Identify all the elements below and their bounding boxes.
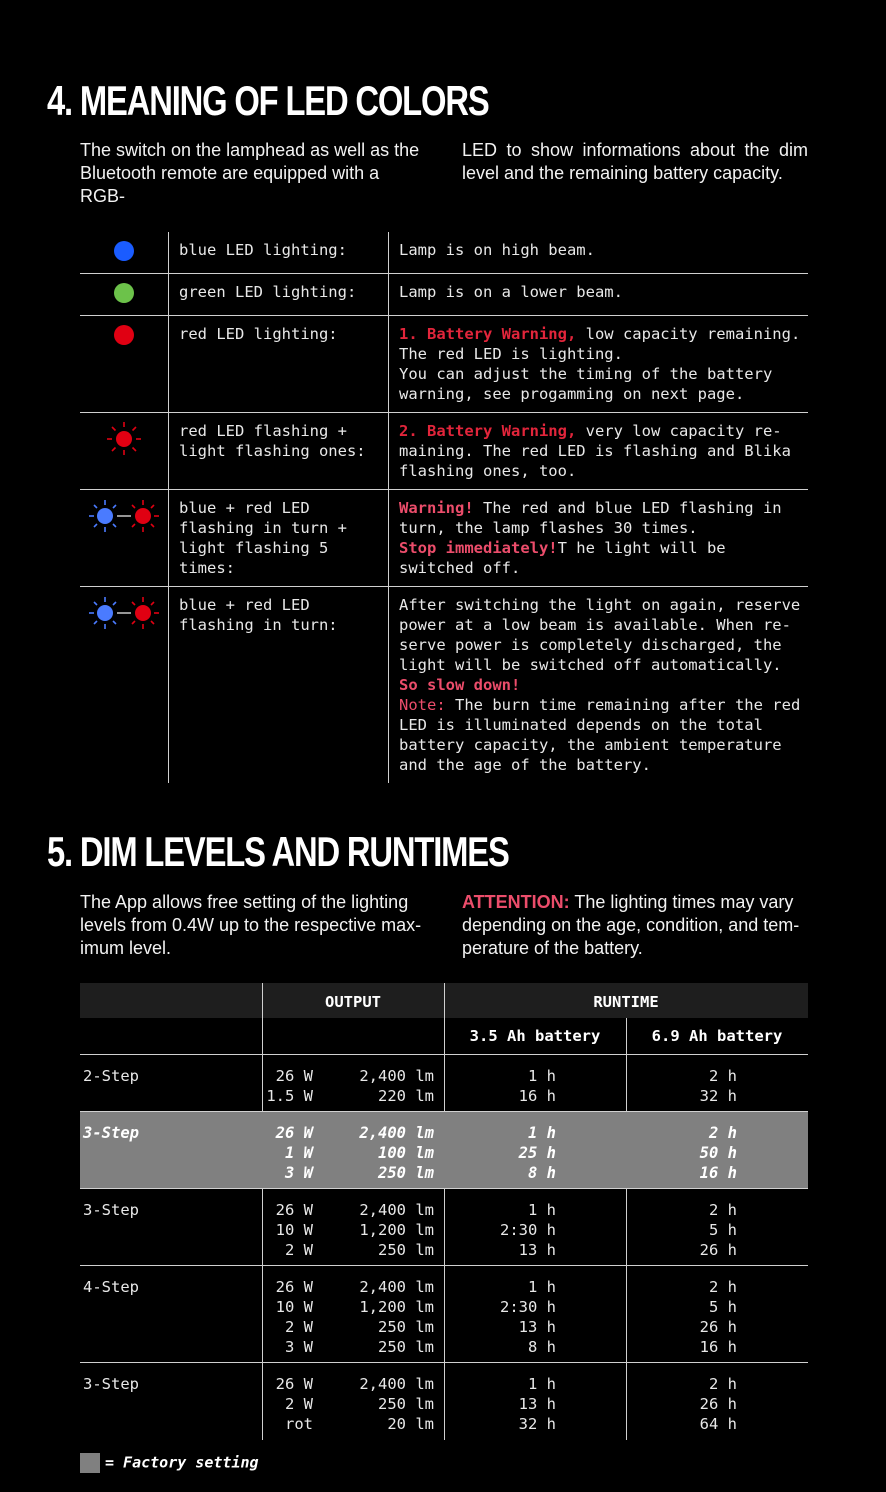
attention-label: ATTENTION: (462, 892, 570, 912)
row-runtime-69: 2 h 5 h 26 h (699, 1201, 737, 1259)
runtime-header: RUNTIME (593, 993, 659, 1011)
output-header: OUTPUT (325, 993, 381, 1011)
table-row (80, 1055, 808, 1112)
row-watts: 26 W 10 W 2 W (275, 1201, 313, 1259)
row-name: 3-Step (83, 1375, 139, 1393)
row-name: 4-Step (83, 1278, 139, 1296)
led-desc-text-2: T he light will be switched off. (399, 539, 726, 577)
led-label: blue LED lighting: (179, 241, 347, 259)
factory-setting-legend (80, 1453, 259, 1473)
row-runtime-69: 2 h 32 h (699, 1067, 737, 1105)
row-name: 2-Step (83, 1067, 139, 1085)
attention-text: The lighting times may vary depending on the age, condition, and tem- perature of the battery. (462, 892, 800, 958)
row-runtime-35: 1 h 13 h 32 h (518, 1375, 556, 1433)
slow-down-label: So slow down! (399, 676, 521, 694)
row-runtime-35: 1 h 2:30 h 13 h 8 h (500, 1278, 556, 1356)
row-watts: 26 W 1.5 W (266, 1067, 313, 1105)
blue-red-flash-icon (80, 490, 168, 543)
factory-swatch (80, 1453, 100, 1473)
row-watts: 26 W 2 W rot (275, 1375, 313, 1433)
warning-label: Warning! (399, 499, 474, 517)
row-lumens: 2,400 lm 1,200 lm 250 lm (359, 1201, 434, 1259)
led-row-red (80, 316, 808, 413)
led-row-blue-red-flashing (80, 587, 808, 783)
battery-warning-1: 1. Battery Warning, (399, 325, 577, 343)
green-dot-icon (80, 274, 168, 320)
blue-dot-icon (80, 232, 168, 278)
legend-text: = Factory setting (105, 1453, 259, 1472)
led-row-red-flashing (80, 413, 808, 490)
led-label: green LED lighting: (179, 283, 357, 301)
note-label: Note: (399, 696, 446, 714)
note-text: The burn time remaining after the red LED is illuminated depends on the total battery capacity, the ambient temperature and the age of the battery. (399, 696, 801, 774)
row-runtime-35: 1 h 25 h 8 h (518, 1124, 556, 1182)
table-row (80, 1363, 808, 1440)
led-desc (399, 324, 809, 404)
blue-red-flash-icon (80, 587, 168, 640)
section-5-intro-left: The App allows free setting of the lighting levels from 0.4W up to the respective max- imum level. (80, 892, 422, 958)
section-4-intro-left: The switch on the lamphead as well as the Bluetooth remote are equipped with a RGB- (80, 140, 420, 206)
led-desc (399, 421, 809, 481)
table-row (80, 1266, 808, 1363)
row-watts: 26 W 10 W 2 W 3 W (275, 1278, 313, 1356)
battery-69-header: 6.9 Ah battery (651, 1027, 783, 1045)
row-runtime-35: 1 h 2:30 h 13 h (500, 1201, 556, 1259)
red-flash-icon (80, 413, 168, 464)
led-label: red LED flashing + light flashing ones: (179, 422, 366, 460)
row-runtime-69: 2 h 5 h 26 h 16 h (699, 1278, 737, 1356)
led-row-green (80, 274, 808, 316)
led-row-blue-red-flashing-5 (80, 490, 808, 587)
battery-35-header: 3.5 Ah battery (469, 1027, 601, 1045)
battery-warning-2: 2. Battery Warning, (399, 422, 577, 440)
row-runtime-35: 1 h 16 h (518, 1067, 556, 1105)
led-desc-text: low capacity remaining. The red LED is lighting. You can adjust the timing of the battery warning, see progamming on next page. (399, 325, 801, 403)
stop-immediately-label: Stop immediately! (399, 539, 558, 557)
section-4-intro-right: LED to show informations about the dim level and the remaining battery capacity. (462, 140, 808, 183)
led-label: blue + red LED flashing in turn + light flashing 5 times: (179, 499, 347, 577)
led-desc-text: After switching the light on again, reserve power at a low beam is available. When re- serve power is completely discharged, the light will be switched off automatically. (399, 596, 801, 674)
section-5-heading: 5. DIM LEVELS AND RUNTIMES (47, 828, 509, 875)
led-color-table (80, 232, 808, 783)
section-5-intro-right (462, 891, 808, 960)
led-desc (399, 498, 809, 578)
row-runtime-69: 2 h 26 h 64 h (699, 1375, 737, 1433)
row-runtime-69: 2 h 50 h 16 h (699, 1124, 737, 1182)
red-dot-icon (80, 316, 168, 361)
row-lumens: 2,400 lm 100 lm 250 lm (359, 1124, 434, 1182)
table-row (80, 1189, 808, 1266)
row-name: 3-Step (83, 1201, 139, 1219)
row-lumens: 2,400 lm 220 lm (359, 1067, 434, 1105)
row-lumens: 2,400 lm 1,200 lm 250 lm 250 lm (359, 1278, 434, 1356)
led-desc: Lamp is on a lower beam. (399, 283, 623, 301)
row-name: 3-Step (83, 1124, 139, 1142)
led-desc-text: very low capacity re- maining. The red LED is flashing and Blika flashing ones, too. (399, 422, 791, 480)
row-lumens: 2,400 lm 250 lm 20 lm (359, 1375, 434, 1433)
led-desc: Lamp is on high beam. (399, 241, 595, 259)
led-desc-text: The red and blue LED flashing in turn, the lamp flashes 30 times. (399, 499, 782, 537)
led-label: blue + red LED flashing in turn: (179, 596, 338, 634)
led-row-blue (80, 232, 808, 274)
table-row-factory (80, 1112, 808, 1189)
row-watts: 26 W 1 W 3 W (275, 1124, 313, 1182)
led-label: red LED lighting: (179, 325, 338, 343)
section-4-heading: 4. MEANING OF LED COLORS (47, 77, 489, 124)
led-desc (399, 595, 809, 775)
